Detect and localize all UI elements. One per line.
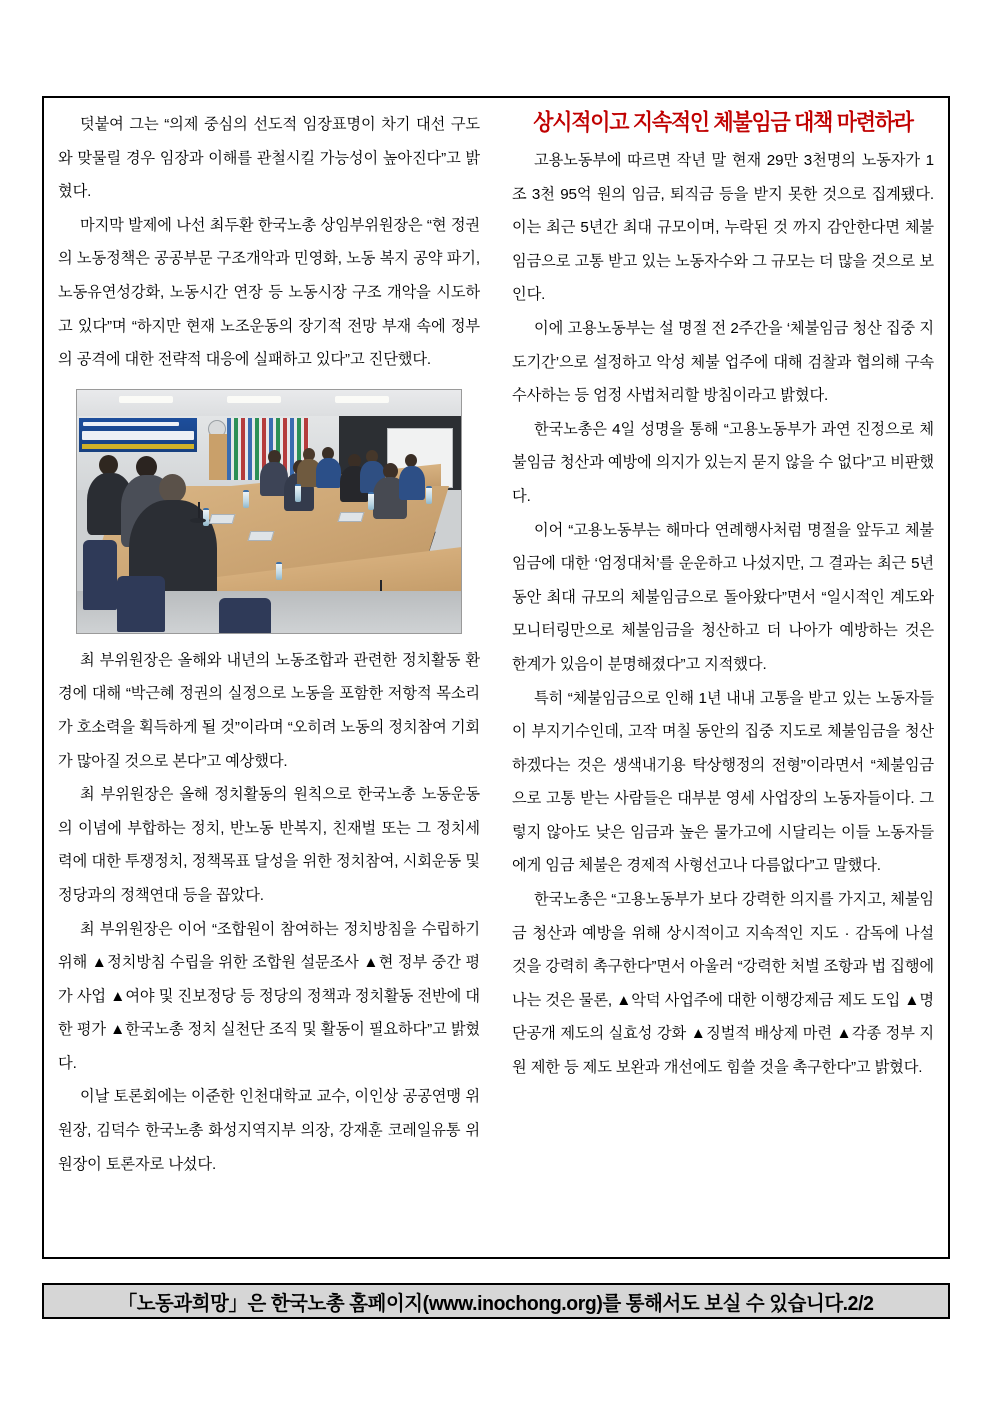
photo-ceiling-light <box>119 396 173 403</box>
left-column <box>58 108 496 1251</box>
photo-nameplate <box>209 514 236 524</box>
paragraph: 한국노총은 “고용노동부가 보다 강력한 의지를 가지고, 체불임금 청산과 예방을 위해 상시적이고 지속적인 지도 · 감독에 나설 것을 강력히 촉구한다”면서 아울러 “강력한 처벌 조항과 법 집행에 나는 것은 물론, ▲악덕 사업주에 대한 이행강제금 제도 도입 ▲명단공개 제도의 실효성 강화 ▲징벌적 배상제 마련 ▲각종 정부 지원 제한 등 제도 보완과 개선에도 힘쓸 것을 촉구한다”고 밝혔다. <box>512 891 934 1077</box>
paragraph: 특히 “체불임금으로 인해 1년 내내 고통을 받고 있는 노동자들이 부지기수인데, 고작 며칠 동안의 집중 지도로 체불임금을 청산하겠다는 것은 생색내기용 탁상행정의 전형”이라면서 “체불임금으로 고통 받는 사람들은 대부분 영세 사업장의 노동자들이다. 그렇지 않아도 낮은 임금과 높은 물가고에 시달리는 이들 노동자들에게 임금 체불은 경제적 사형선고나 다름없다”고 말했다. <box>512 689 934 875</box>
photo-microphone-base <box>190 518 206 523</box>
paragraph: 고용노동부에 따르면 작년 말 현재 29만 3천명의 노동자가 1조 3천 95억 원의 임금, 퇴직금 등을 받지 못한 것으로 집계됐다. 이는 최근 5년간 최대 규모이며, 누락된 것 까지 감안한다면 체불임금으로 고통 받고 있는 노동자수와 그 규모는 더 많을 것으로 보인다. <box>512 152 934 304</box>
paragraph: 마지막 발제에 나선 최두환 한국노총 상임부위원장은 “현 정권의 노동정책은 공공부문 구조개악과 민영화, 노동 복지 공약 파기, 노동유연성강화, 노동시간 연장 등 노동시장 구조 개악을 시도하고 있다”며 “하지만 현재 노조운동의 장기적 전망 부재 속에 정부의 공격에 대한 전략적 대응에 실패하고 있다”고 진단했다. <box>58 216 480 369</box>
paragraph: 이어 “고용노동부는 해마다 연례행사처럼 명절을 앞두고 체불임금에 대한 ‘엄정대처’를 운운하고 나섰지만, 그 결과는 최근 5년 동안 최대 규모의 체불임금으로 돌아왔다”면서 “일시적인 계도와 모니터링만으로 체불임금을 청산하고 더 나아가 예방하는 것은 한계가 있음이 분명해졌다”고 지적했다. <box>512 521 934 673</box>
photo-event-banner <box>79 418 197 452</box>
footer-text: 「노동과희망」은 한국노총 홈페이지(www.inochong.org)를 통해서도 보실 수 있습니다.2/2 <box>118 1292 874 1315</box>
paragraph: 최 부위원장은 이어 “조합원이 참여하는 정치방침을 수립하기 위해 ▲정치방침 수립을 위한 조합원 설문조사 ▲현 정부 중간 평가 사업 ▲여야 및 진보정당 등 정당의 정책과 정치활동 전반에 대한 평가 ▲한국노총 정치 실천단 조직 및 활동이 필요하다”고 밝혔다. <box>58 920 480 1072</box>
photo-ceiling-light <box>335 396 389 403</box>
photo-water-bottle <box>426 486 432 504</box>
paragraph: 한국노총은 4일 성명을 통해 “고용노동부가 과연 진정으로 체불임금 청산과 예방에 의지가 있는지 묻지 않을 수 없다”고 비판했다. <box>512 420 934 505</box>
photo-nameplate <box>338 512 365 522</box>
photo-person-head <box>99 455 118 475</box>
two-column-layout <box>44 98 948 1257</box>
photo-chair <box>117 576 165 632</box>
photo-figure <box>58 389 480 634</box>
photo-ceiling-light <box>227 396 281 403</box>
photo-person-head <box>405 454 417 467</box>
paragraph: 최 부위원장은 올해 정치활동의 원칙으로 한국노총 노동운동의 이념에 부합하는 정치, 반노동 반복지, 친재벌 또는 그 정치세력에 대한 투쟁정치, 정책목표 달성을 위한 정치참여, 시회운동 및 정당과의 정책연대 등을 꼽았다. <box>58 786 480 904</box>
photo-nameplate <box>248 531 275 541</box>
paragraph: 최 부위원장은 올해와 내년의 노동조합과 관련한 정치활동 환경에 대해 “박근혜 정권의 실정으로 노동을 포함한 저항적 목소리가 호소력을 획득하게 될 것”이라며 “오히려 노동의 정치참여 기회가 많아질 것으로 본다”고 예상했다. <box>58 651 480 770</box>
photo-ceiling <box>77 390 461 416</box>
meeting-photo <box>76 389 462 634</box>
photo-water-bottle <box>276 562 282 580</box>
footer-banner <box>42 1283 950 1319</box>
photo-person-head <box>159 474 186 503</box>
photo-person-body <box>399 466 425 500</box>
photo-water-bottle <box>368 492 374 510</box>
paragraph: 이날 토론회에는 이준한 인천대학교 교수, 이인상 공공연맹 위원장, 김덕수 한국노총 화성지역지부 의장, 강재훈 코레일유통 위원장이 토론자로 나섰다. <box>58 1088 480 1173</box>
page-frame <box>42 96 950 1259</box>
photo-water-bottle <box>243 490 249 508</box>
right-column <box>496 108 934 1251</box>
photo-chair <box>83 540 117 610</box>
photo-podium <box>209 434 227 480</box>
paragraph: 이에 고용노동부는 설 명절 전 2주간을 ‘체불임금 청산 집중 지도기간’으로 설정하고 악성 체불 업주에 대해 검찰과 협의해 구속 수사하는 등 엄정 사법처리할 방침이라고 밝혔다. <box>512 319 934 405</box>
paragraph: 덧붙여 그는 “의제 중심의 선도적 임장표명이 차기 대선 구도와 맞물릴 경우 임장과 이해를 관철시킬 가능성이 높아진다”고 밝혔다. <box>58 116 480 201</box>
photo-water-bottle <box>295 484 301 502</box>
photo-person-body <box>316 458 341 488</box>
photo-chair <box>219 598 271 634</box>
article-headline: 상시적이고 지속적인 체불임금 대책 마련하라 <box>533 110 913 135</box>
